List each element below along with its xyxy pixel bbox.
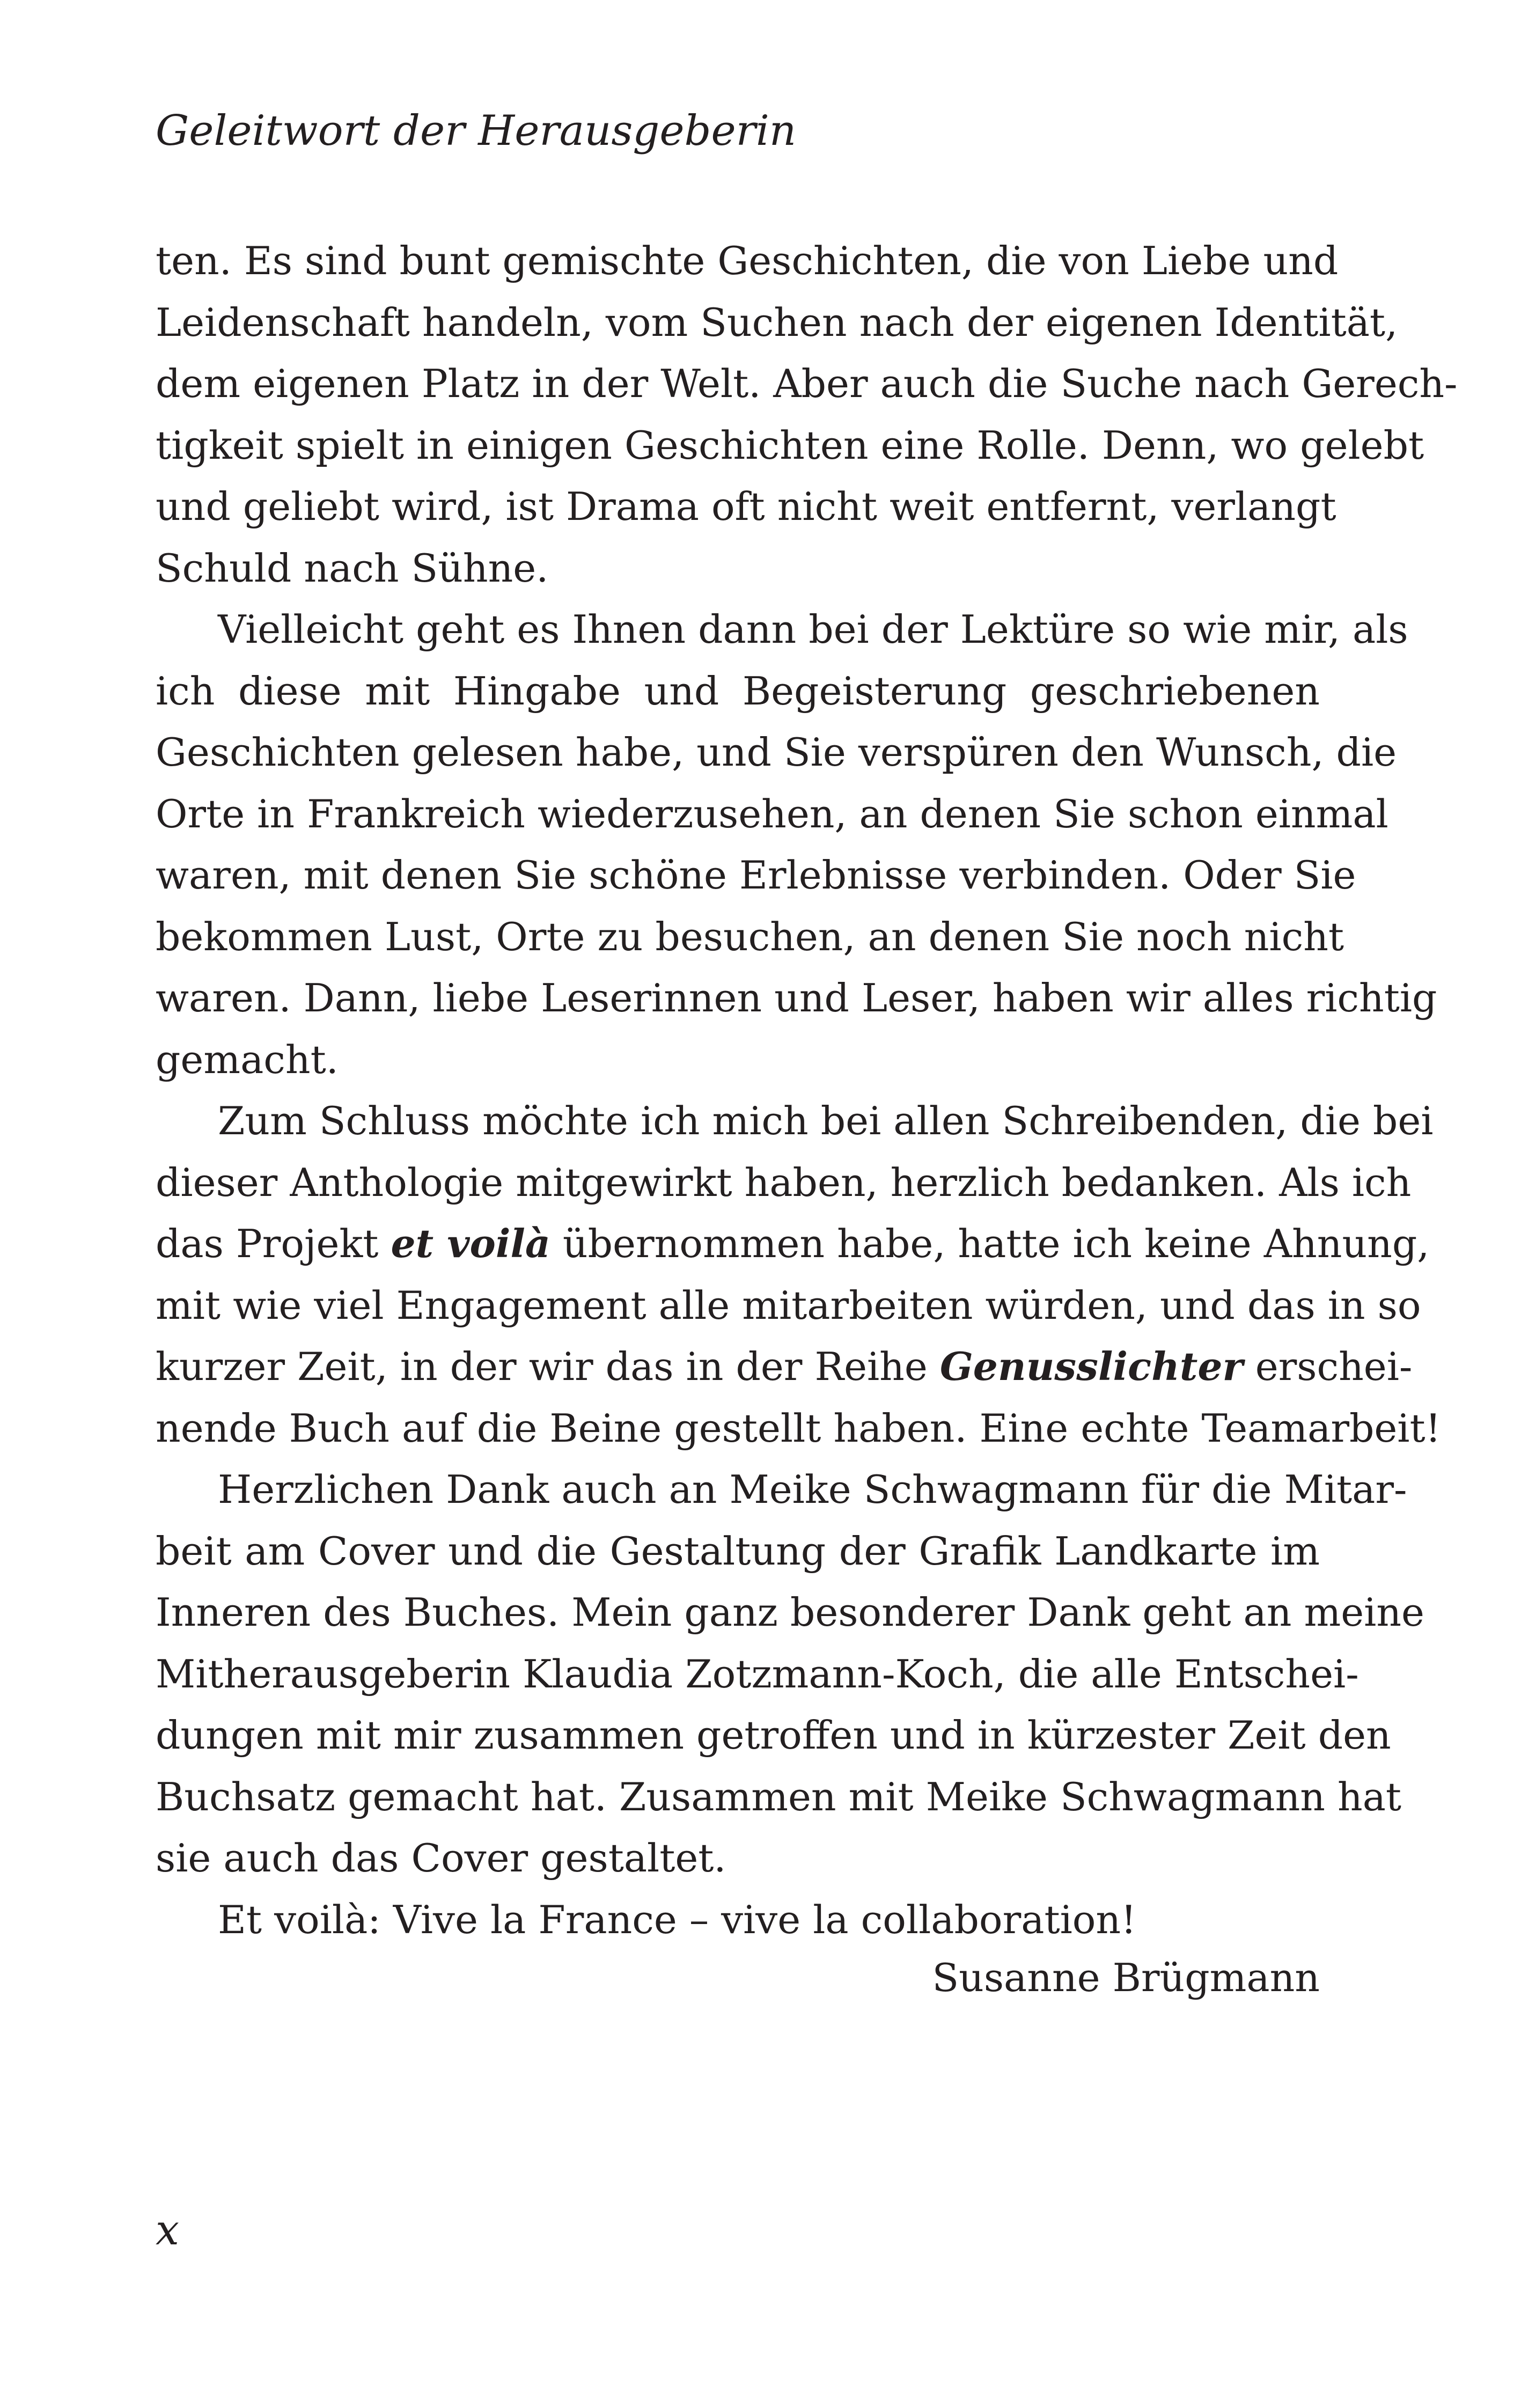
text-line: [156, 1705, 1391, 1767]
text-run: Vielleicht geht es Ihnen dann bei der Lektüre so wie mir, als: [218, 607, 1408, 652]
text-run: sie auch das Cover gestaltet.: [156, 1836, 726, 1881]
text-line: [156, 968, 1437, 1030]
text-run: dungen mit mir zusammen getroffen und in kürzester Zeit den: [156, 1713, 1391, 1758]
text-run: und geliebt wird, ist Drama oft nicht weit entfernt, verlangt: [156, 484, 1336, 530]
text-line: [156, 1337, 1413, 1398]
text-run: erschei-: [1243, 1345, 1413, 1390]
text-run: dem eigenen Platz in der Welt. Aber auch die Suche nach Gerech-: [156, 362, 1458, 407]
text-run: Leidenschaft handeln, vom Suchen nach der eigenen Identität,: [156, 300, 1398, 346]
paragraph: [156, 231, 1458, 599]
text-line: [156, 1890, 1320, 1951]
text-run: beit am Cover und die Gestaltung der Grafik Landkarte im: [156, 1529, 1320, 1574]
text-run: Et voilà: Vive la France – vive la collaboration!: [218, 1897, 1137, 1943]
text-line: [156, 661, 1320, 723]
text-line: [156, 1091, 1434, 1152]
text-line: [156, 599, 1408, 661]
text-run: nende Buch auf die Beine gestellt haben. Eine echte Teamarbeit!: [156, 1406, 1441, 1451]
text-run: übernommen habe, hatte ich keine Ahnung,: [550, 1222, 1430, 1267]
text-line: [156, 354, 1458, 415]
running-head: Geleitwort der Herausgeberin: [156, 107, 797, 155]
text-run: Herzlichen Dank auch an Meike Schwagmann für die Mitar-: [218, 1467, 1407, 1513]
emphasized-title: et voilà: [391, 1221, 550, 1267]
text-line: [156, 722, 1397, 784]
text-line: [156, 231, 1339, 292]
text-line: [156, 784, 1388, 846]
text-line: [156, 1030, 1320, 1091]
text-run: gemacht.: [156, 1037, 339, 1083]
paragraph: [156, 1890, 1320, 1951]
text-run: dieser Anthologie mitgewirkt haben, herzlich bedanken. Als ich: [156, 1160, 1412, 1206]
text-line: [156, 292, 1398, 354]
text-run: kurzer Zeit, in der wir das in der Reihe: [156, 1345, 940, 1390]
text-run: tigkeit spielt in einigen Geschichten eine Rolle. Denn, wo gelebt: [156, 423, 1424, 468]
text-run: das Projekt: [156, 1222, 391, 1267]
paragraph: [156, 1459, 1424, 1890]
text-line: [156, 907, 1344, 968]
text-line: [156, 1275, 1421, 1337]
text-line: [156, 415, 1424, 477]
text-line: [156, 1398, 1441, 1460]
paragraph: [156, 1091, 1441, 1459]
text-run: Zum Schluss möchte ich mich bei allen Schreibenden, die bei: [218, 1099, 1434, 1144]
text-run: bekommen Lust, Orte zu besuchen, an denen Sie noch nicht: [156, 914, 1344, 960]
text-line: [156, 1582, 1424, 1644]
text-line: [156, 1521, 1320, 1583]
text-run: Schuld nach Sühne.: [156, 546, 549, 591]
text-line: [156, 538, 1320, 600]
text-line: [156, 1214, 1430, 1275]
body-text: [156, 231, 1458, 1951]
text-run: ich diese mit Hingabe und Begeisterung geschriebenen: [156, 669, 1320, 714]
text-line: [156, 1767, 1402, 1829]
emphasized-title: Genusslichter: [939, 1344, 1243, 1390]
text-run: mit wie viel Engagement alle mitarbeiten würden, und das in so: [156, 1283, 1421, 1328]
text-line: [156, 1459, 1407, 1521]
signature: Susanne Brügmann: [932, 1956, 1320, 2001]
text-run: ten. Es sind bunt gemischte Geschichten, die von Liebe und: [156, 239, 1339, 284]
paragraph: [156, 599, 1437, 1091]
text-run: Buchsatz gemacht hat. Zusammen mit Meike Schwagmann hat: [156, 1774, 1402, 1820]
text-line: [156, 1644, 1359, 1706]
text-run: Geschichten gelesen habe, und Sie verspüren den Wunsch, die: [156, 730, 1397, 775]
text-line: [156, 845, 1356, 907]
text-run: waren. Dann, liebe Leserinnen und Leser, haben wir alles richtig: [156, 976, 1437, 1021]
text-run: waren, mit denen Sie schöne Erlebnisse verbinden. Oder Sie: [156, 853, 1356, 898]
text-line: [156, 1152, 1412, 1214]
text-line: [156, 1828, 1320, 1890]
text-run: Orte in Frankreich wiederzusehen, an denen Sie schon einmal: [156, 791, 1388, 837]
text-run: Mitherausgeberin Klaudia Zotzmann-Koch, die alle Entschei-: [156, 1651, 1359, 1697]
page-number: x: [156, 2206, 179, 2255]
text-line: [156, 476, 1336, 538]
text-run: Inneren des Buches. Mein ganz besonderer Dank geht an meine: [156, 1590, 1424, 1635]
